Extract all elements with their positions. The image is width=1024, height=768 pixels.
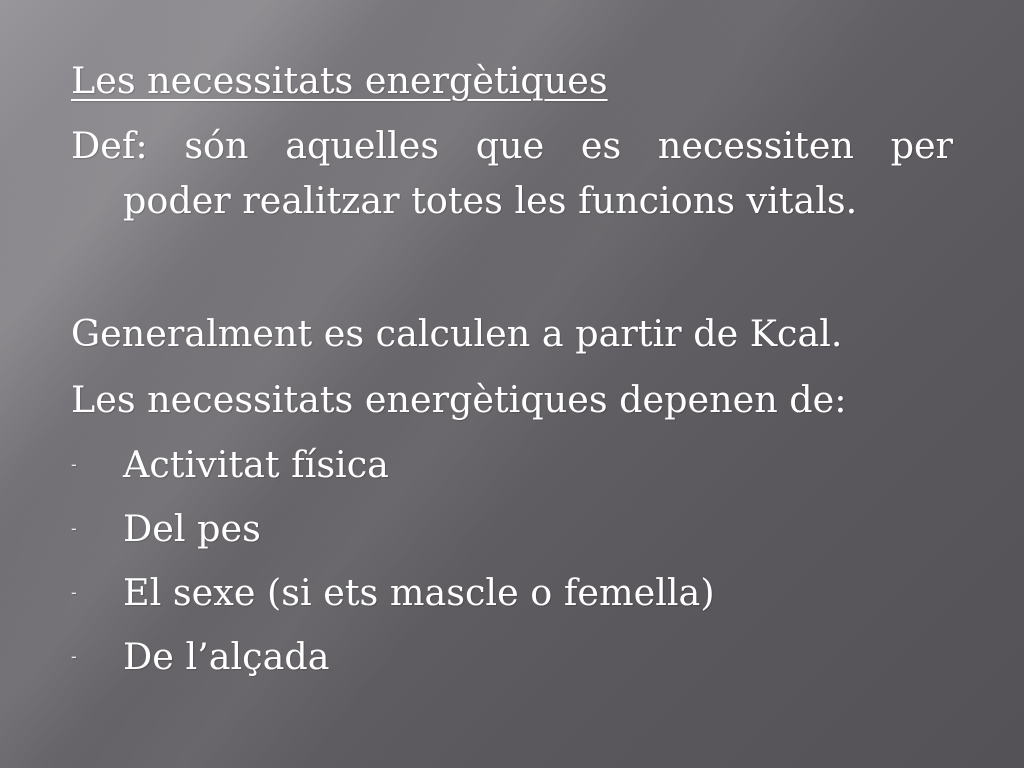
list-item [71,561,953,625]
slide-title: Les necessitats energètiques [71,59,608,102]
dash-bullet-icon: - [71,455,77,475]
definition-line-1: Def: són aquelles que es necessiten per [71,124,953,167]
paragraph-depends: Les necessitats energètiques depenen de: [71,378,847,421]
dash-bullet-icon: - [71,519,77,539]
dash-bullet-icon: - [71,583,77,603]
list-item-text: Del pes [123,507,261,550]
slide-content [71,52,953,689]
factor-list [71,433,953,689]
list-item [71,433,953,497]
list-item-text: Activitat física [123,443,389,486]
paragraph-kcal: Generalment es calculen a partir de Kcal. [71,312,843,355]
dash-bullet-icon: - [71,647,77,667]
definition-line-2: poder realitzar totes les funcions vitals. [123,179,858,222]
list-item [71,625,953,689]
list-item-text: El sexe (si ets mascle o femella) [123,571,715,614]
paragraph-spacer [71,228,953,301]
list-item [71,497,953,561]
list-item-text: De l’alçada [123,635,330,678]
